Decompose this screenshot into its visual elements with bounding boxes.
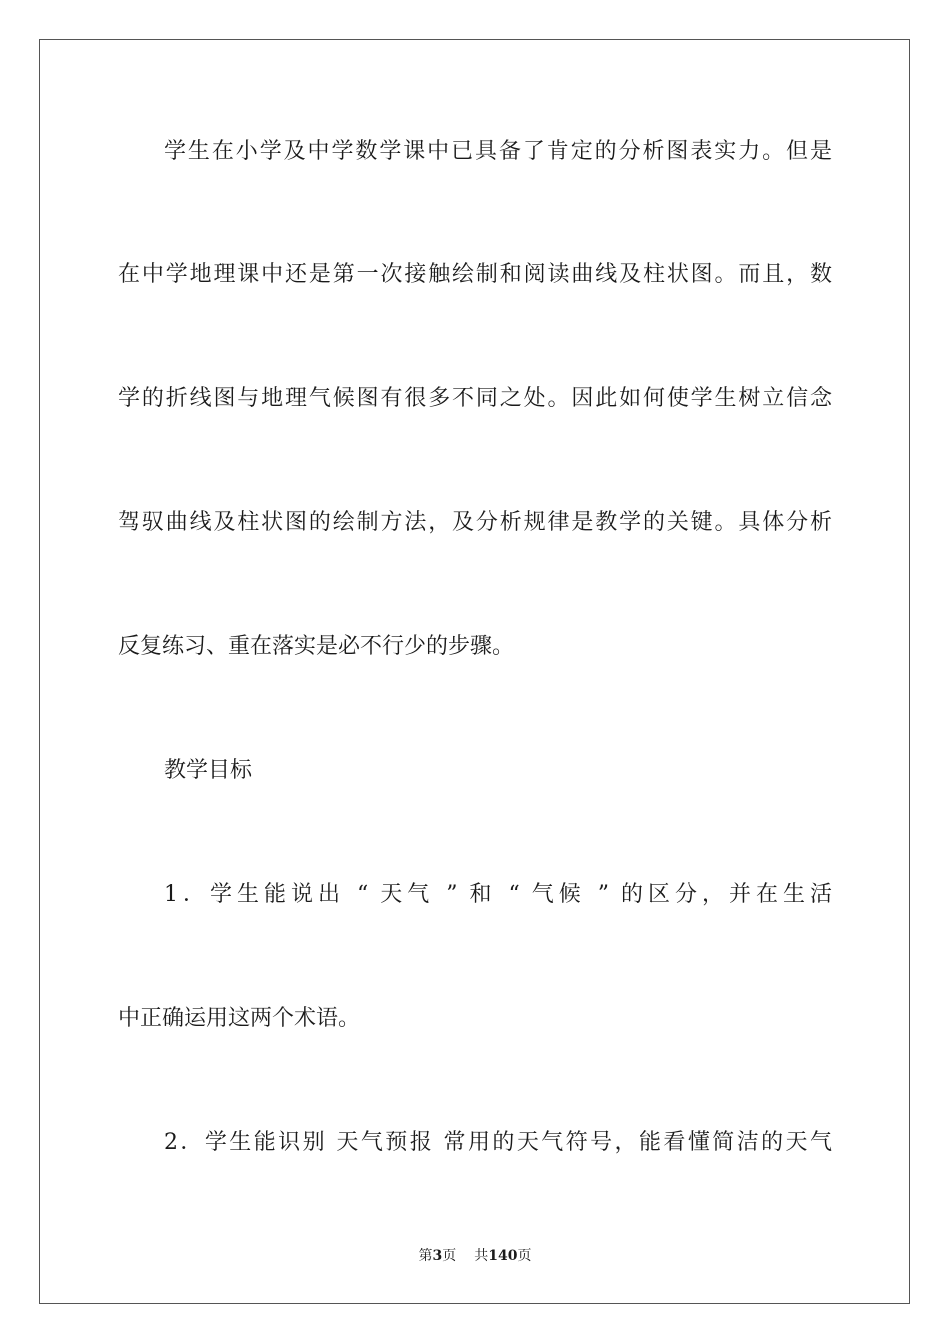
- total-suffix: 页: [517, 1248, 532, 1264]
- paragraph-analysis-line-3: 学的折线图与地理气候图有很多不同之处。因此如何使学生树立信念: [118, 386, 832, 411]
- section-heading-teaching-goals: 教学目标: [164, 758, 253, 783]
- page-footer: [0, 1246, 950, 1266]
- total-pages: 140: [488, 1248, 518, 1264]
- goal-1-line-1: 1．学生能说出 “ 天气 ” 和 “ 气候 ” 的区分，并在生活: [164, 882, 832, 907]
- page-number: 3: [432, 1248, 443, 1264]
- paragraph-analysis-line-4: 驾驭曲线及柱状图的绘制方法，及分析规律是教学的关键。具体分析: [118, 510, 832, 535]
- paragraph-analysis-line-5: 反复练习、重在落实是必不行少的步骤。: [118, 634, 515, 659]
- page-suffix: 页: [442, 1248, 457, 1264]
- paragraph-analysis-line-2: 在中学地理课中还是第一次接触绘制和阅读曲线及柱状图。而且，数: [118, 262, 832, 287]
- goal-1-line-2: 中正确运用这两个术语。: [118, 1006, 361, 1031]
- page-border: [39, 39, 910, 1304]
- total-prefix: 共: [474, 1248, 489, 1264]
- paragraph-analysis-line-1: 学生在小学及中学数学课中已具备了肯定的分析图表实力。但是: [164, 139, 832, 164]
- page-prefix: 第: [418, 1248, 433, 1264]
- goal-2-line-1: 2．学生能识别 天气预报 常用的天气符号，能看懂简洁的天气: [164, 1130, 832, 1155]
